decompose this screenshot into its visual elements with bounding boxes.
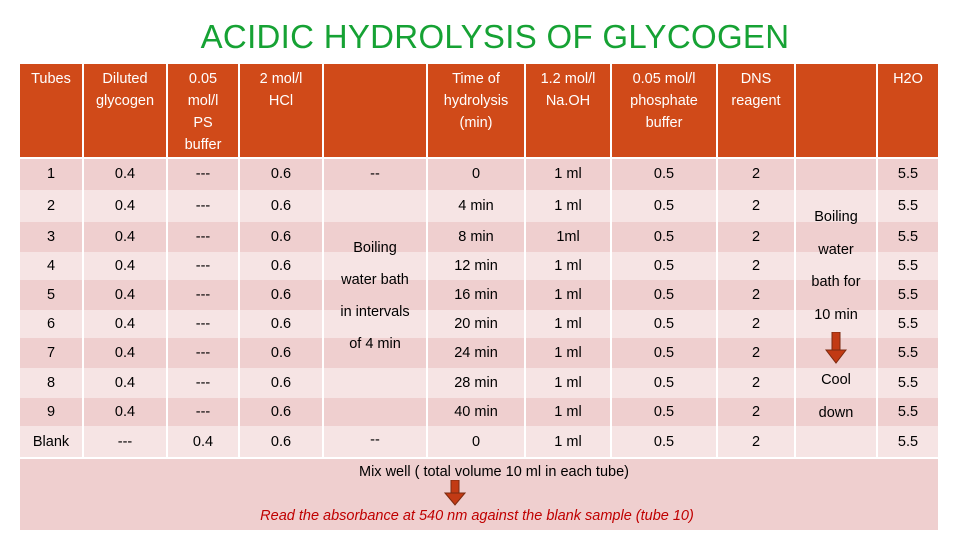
- cell-glycogen: 0.4: [114, 404, 136, 420]
- header-time: Time of hydrolysis (min): [443, 71, 509, 131]
- cell-naoh: 1 ml: [554, 287, 582, 303]
- cell-time: 24 min: [454, 345, 498, 361]
- cell-ps: ---: [195, 198, 211, 214]
- cell-naoh: 1 ml: [554, 375, 582, 391]
- cool-step-note: Cool down: [818, 372, 854, 421]
- cell-water: 5.5: [897, 375, 919, 391]
- cell-hcl: 0.6: [270, 375, 292, 391]
- cell-ps: ---: [195, 375, 211, 391]
- header-dns: DNS reagent: [731, 71, 781, 109]
- cell-hcl: 0.6: [270, 166, 292, 182]
- header-hcl: 2 mol/l HCl: [259, 71, 303, 109]
- cell-tube: 7: [46, 345, 56, 361]
- boil-step-note: Boiling water bath for 10 min: [811, 209, 861, 323]
- cell-naoh: 1 ml: [554, 198, 582, 214]
- cell-tube: 3: [46, 229, 56, 245]
- cell-hcl: 0.6: [270, 229, 292, 245]
- cell-phosphate: 0.5: [653, 375, 675, 391]
- cell-naoh: 1ml: [556, 229, 580, 245]
- cell-naoh: 1 ml: [554, 404, 582, 420]
- cell-tube: Blank: [32, 434, 70, 450]
- cell-phosphate: 0.5: [653, 198, 675, 214]
- cell-water: 5.5: [897, 198, 919, 214]
- header-naoh: 1.2 mol/l Na.OH: [540, 71, 596, 109]
- cell-tube: 4: [46, 258, 56, 274]
- cell-naoh: 1 ml: [554, 258, 582, 274]
- header-ps-buffer: 0.05 mol/l PS buffer: [184, 71, 222, 153]
- cell-hcl: 0.6: [270, 345, 292, 361]
- cell-time: 40 min: [454, 404, 498, 420]
- cell-naoh: 1 ml: [554, 434, 582, 450]
- cell-water: 5.5: [897, 287, 919, 303]
- cell-dns: 2: [751, 229, 761, 245]
- cell-phosphate: 0.5: [653, 316, 675, 332]
- cell-water: 5.5: [897, 166, 919, 182]
- cell-water: 5.5: [897, 258, 919, 274]
- cell-dns: 2: [751, 287, 761, 303]
- cell-glycogen: 0.4: [114, 375, 136, 391]
- cell-water: 5.5: [897, 316, 919, 332]
- cell-phosphate: 0.5: [653, 229, 675, 245]
- cell-time: 20 min: [454, 316, 498, 332]
- cell-phosphate: 0.5: [653, 258, 675, 274]
- cell-ps: ---: [195, 404, 211, 420]
- incubation-dash-top: --: [370, 166, 380, 182]
- cell-dns: 2: [751, 316, 761, 332]
- cell-dns: 2: [751, 375, 761, 391]
- cell-ps: ---: [195, 345, 211, 361]
- cell-hcl: 0.6: [270, 434, 292, 450]
- incubation-dash-bottom: --: [370, 432, 380, 448]
- cell-dns: 2: [751, 404, 761, 420]
- cell-dns: 2: [751, 345, 761, 361]
- cell-dns: 2: [751, 198, 761, 214]
- cell-water: 5.5: [897, 404, 919, 420]
- cell-glycogen: 0.4: [114, 166, 136, 182]
- down-arrow-icon: [444, 480, 466, 506]
- cell-time: 28 min: [454, 375, 498, 391]
- cell-tube: 6: [46, 316, 56, 332]
- cell-ps: ---: [195, 316, 211, 332]
- cell-glycogen: 0.4: [114, 345, 136, 361]
- cell-phosphate: 0.5: [653, 345, 675, 361]
- cell-time: 12 min: [454, 258, 498, 274]
- down-arrow-icon: [825, 332, 847, 364]
- cell-hcl: 0.6: [270, 287, 292, 303]
- cell-hcl: 0.6: [270, 258, 292, 274]
- cell-hcl: 0.6: [270, 316, 292, 332]
- cell-hcl: 0.6: [270, 198, 292, 214]
- cell-water: 5.5: [897, 434, 919, 450]
- mix-instruction: Mix well ( total volume 10 ml in each tube): [359, 464, 629, 480]
- cell-tube: 5: [46, 287, 56, 303]
- cell-time: 16 min: [454, 287, 498, 303]
- cell-water: 5.5: [897, 345, 919, 361]
- read-instruction: Read the absorbance at 540 nm against the blank sample (tube 10): [260, 508, 694, 524]
- cell-tube: 2: [46, 198, 56, 214]
- cell-time: 0: [471, 166, 481, 182]
- page-title: ACIDIC HYDROLYSIS OF GLYCOGEN: [200, 18, 790, 55]
- cell-naoh: 1 ml: [554, 166, 582, 182]
- cell-ps: ---: [195, 229, 211, 245]
- cell-glycogen: 0.4: [114, 316, 136, 332]
- header-glycogen: Diluted glycogen: [95, 71, 155, 109]
- cell-time: 4 min: [458, 198, 494, 214]
- cell-tube: 1: [46, 166, 56, 182]
- cell-hcl: 0.6: [270, 404, 292, 420]
- cell-tube: 8: [46, 375, 56, 391]
- cell-glycogen: 0.4: [114, 198, 136, 214]
- cell-phosphate: 0.5: [653, 287, 675, 303]
- cell-glycogen: 0.4: [114, 258, 136, 274]
- cell-glycogen: 0.4: [114, 287, 136, 303]
- cell-water: 5.5: [897, 229, 919, 245]
- cell-naoh: 1 ml: [554, 316, 582, 332]
- cell-glycogen: ---: [117, 434, 133, 450]
- header-phosphate: 0.05 mol/l phosphate buffer: [630, 71, 698, 131]
- cell-dns: 2: [751, 434, 761, 450]
- cell-time: 8 min: [458, 229, 494, 245]
- cell-phosphate: 0.5: [653, 404, 675, 420]
- cell-dns: 2: [751, 258, 761, 274]
- incubation-note: Boiling water bath in intervals of 4 min: [340, 240, 410, 352]
- cell-phosphate: 0.5: [653, 166, 675, 182]
- cell-ps: 0.4: [192, 434, 214, 450]
- cell-naoh: 1 ml: [554, 345, 582, 361]
- cell-time: 0: [471, 434, 481, 450]
- header-tubes: Tubes: [31, 71, 71, 87]
- cell-glycogen: 0.4: [114, 229, 136, 245]
- cell-ps: ---: [195, 287, 211, 303]
- cell-tube: 9: [46, 404, 56, 420]
- header-water: H2O: [893, 71, 923, 87]
- cell-ps: ---: [195, 166, 211, 182]
- cell-ps: ---: [195, 258, 211, 274]
- cell-dns: 2: [751, 166, 761, 182]
- procedure-table: [20, 64, 938, 530]
- cell-phosphate: 0.5: [653, 434, 675, 450]
